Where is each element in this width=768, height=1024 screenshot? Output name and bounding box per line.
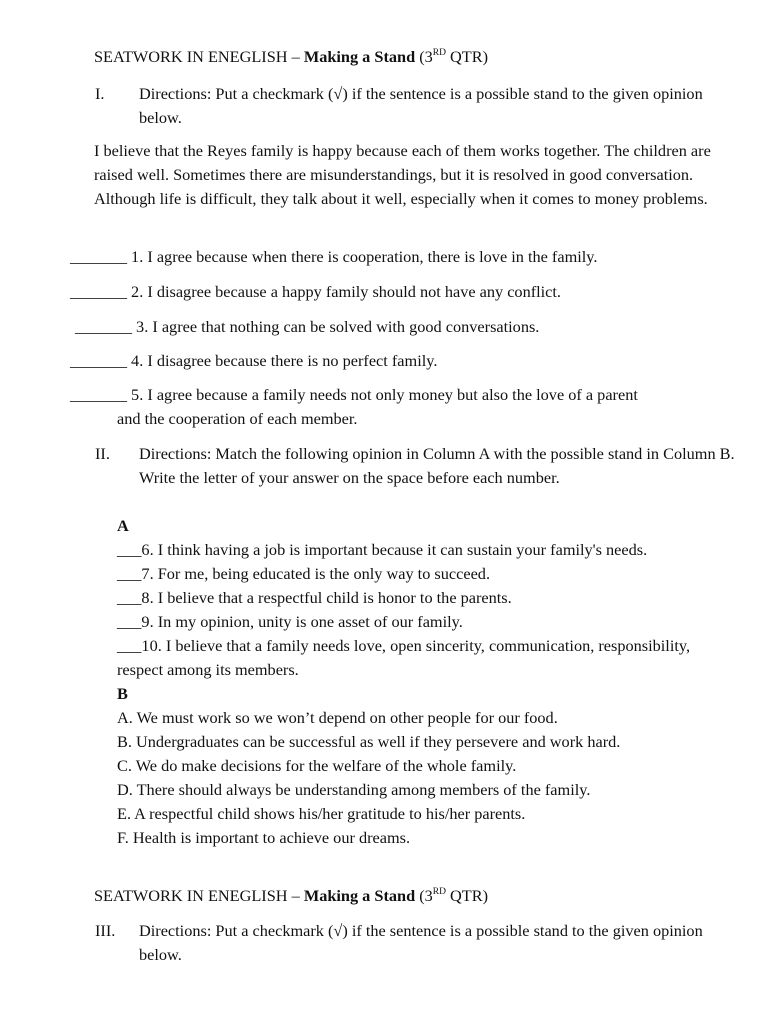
list-item: _______ 3. I agree that nothing can be solved with good conversations. bbox=[75, 317, 540, 336]
section-1-number: I. bbox=[95, 84, 105, 103]
list-item: ___9. In my opinion, unity is one asset of our family. bbox=[117, 612, 463, 631]
list-item: ___6. I think having a job is important because it can sustain your family's needs. bbox=[117, 540, 648, 559]
list-item: A. We must work so we won’t depend on other people for our food. bbox=[117, 708, 558, 727]
list-item: ___8. I believe that a respectful child is honor to the parents. bbox=[117, 588, 512, 607]
list-item: _______ 1. I agree because when there is cooperation, there is love in the family. bbox=[70, 247, 598, 266]
section-3-number: III. bbox=[95, 921, 116, 940]
list-item-continuation: and the cooperation of each member. bbox=[117, 409, 358, 428]
list-item: ___10. I believe that a family needs love, open sincerity, communication, responsibility, respect among its members. bbox=[117, 636, 691, 679]
section-2-number: II. bbox=[95, 444, 110, 463]
list-item: C. We do make decisions for the welfare of the whole family. bbox=[117, 756, 517, 775]
list-item: B. Undergraduates can be successful as well if they persevere and work hard. bbox=[117, 732, 621, 751]
list-item: F. Health is important to achieve our dreams. bbox=[117, 828, 411, 847]
list-item: ___7. For me, being educated is the only way to succeed. bbox=[117, 564, 491, 583]
column-b-heading: B bbox=[117, 684, 128, 703]
worksheet-title-repeat: SEATWORK IN ENEGLISH – Making a Stand (3RD QTR) bbox=[94, 886, 489, 905]
list-item: D. There should always be understanding among members of the family. bbox=[117, 780, 591, 799]
section-3-directions: Directions: Put a checkmark (√) if the sentence is a possible stand to the given opinion below. bbox=[139, 921, 703, 964]
list-item: _______ 2. I disagree because a happy family should not have any conflict. bbox=[70, 282, 562, 301]
section-1-directions: Directions: Put a checkmark (√) if the sentence is a possible stand to the given opinion below. bbox=[139, 84, 703, 127]
column-a-heading: A bbox=[117, 516, 129, 535]
opinion-passage: I believe that the Reyes family is happy because each of them works together. The children are raised well. Sometimes there are misunderstandings, but it is resolved in good conversation. Although life is difficult, they talk about it well, especially when it comes to money problems. bbox=[94, 141, 711, 208]
worksheet-title: SEATWORK IN ENEGLISH – Making a Stand (3RD QTR) bbox=[94, 47, 489, 66]
list-item: _______ 5. I agree because a family needs not only money but also the love of a parent bbox=[70, 385, 638, 404]
list-item: E. A respectful child shows his/her gratitude to his/her parents. bbox=[117, 804, 526, 823]
list-item: _______ 4. I disagree because there is no perfect family. bbox=[70, 351, 438, 370]
section-2-directions: Directions: Match the following opinion in Column A with the possible stand in Column B. Write the letter of your answer on the space before each number. bbox=[139, 444, 735, 487]
